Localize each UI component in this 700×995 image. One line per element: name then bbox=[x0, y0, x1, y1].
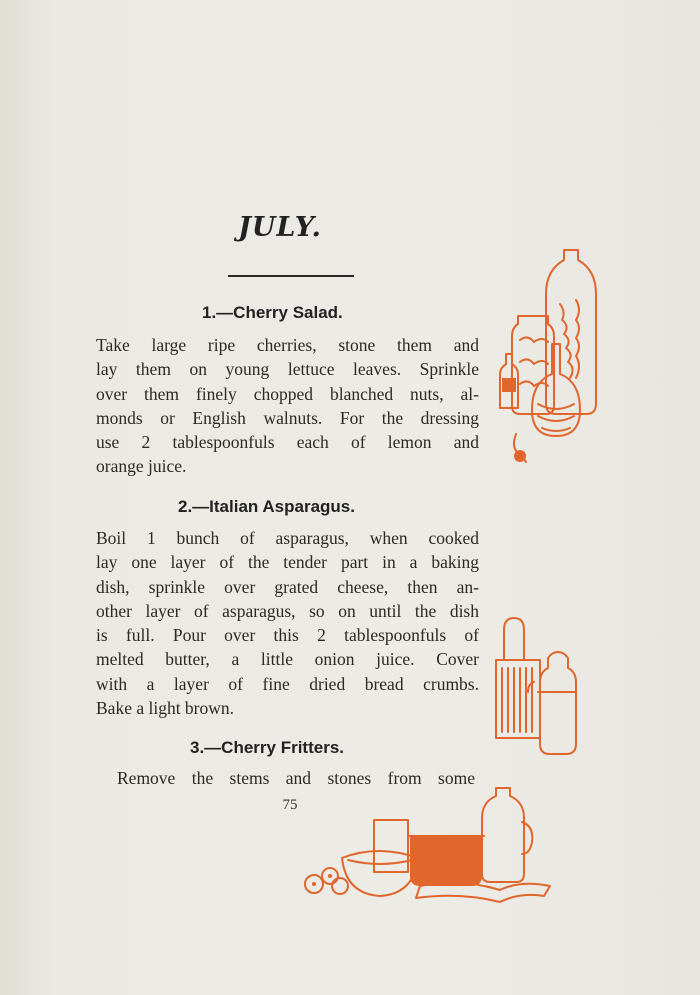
text-line: monds or English walnuts. For the dressing bbox=[96, 407, 479, 428]
text-line: dish, sprinkle over grated cheese, then an- bbox=[96, 576, 479, 597]
text-line: use 2 tablespoonfuls each of lemon and bbox=[96, 432, 479, 453]
grater-and-jug-illustration bbox=[492, 612, 582, 757]
text-line: lay them on young lettuce leaves. Sprinkle bbox=[96, 359, 479, 380]
kitchen-still-life-illustration bbox=[300, 782, 560, 912]
recipe-title-cherry-fritters: 3.—Cherry Fritters. bbox=[190, 738, 344, 757]
recipe-text-cherry-salad bbox=[96, 333, 479, 479]
text-line: orange juice. bbox=[96, 456, 187, 477]
text-line: with a layer of fine dried bread crumbs. bbox=[96, 673, 479, 694]
text-line: other layer of asparagus, so on until the dish bbox=[96, 600, 479, 621]
text-line: is full. Pour over this 2 tablespoonfuls of bbox=[96, 625, 479, 646]
text-line: lay one layer of the tender part in a baking bbox=[96, 552, 479, 573]
text-line: Remove the stems and stones from some bbox=[117, 768, 475, 788]
heading-divider bbox=[228, 275, 354, 277]
recipe-text-italian-asparagus bbox=[96, 526, 479, 720]
text-line: Boil 1 bunch of asparagus, when cooked bbox=[96, 528, 479, 548]
text-line: melted butter, a little onion juice. Cover bbox=[96, 649, 479, 670]
month-heading: JULY. bbox=[238, 212, 322, 243]
text-line: Take large ripe cherries, stone them and bbox=[96, 335, 479, 355]
recipe-title-italian-asparagus: 2.—Italian Asparagus. bbox=[178, 497, 355, 516]
page-number: 75 bbox=[282, 797, 298, 813]
bottles-and-jars-illustration bbox=[498, 244, 598, 469]
text-line: over them finely chopped blanched nuts, al- bbox=[96, 383, 479, 404]
text-line: Bake a light brown. bbox=[96, 698, 235, 719]
recipe-title-cherry-salad: 1.—Cherry Salad. bbox=[202, 303, 343, 322]
